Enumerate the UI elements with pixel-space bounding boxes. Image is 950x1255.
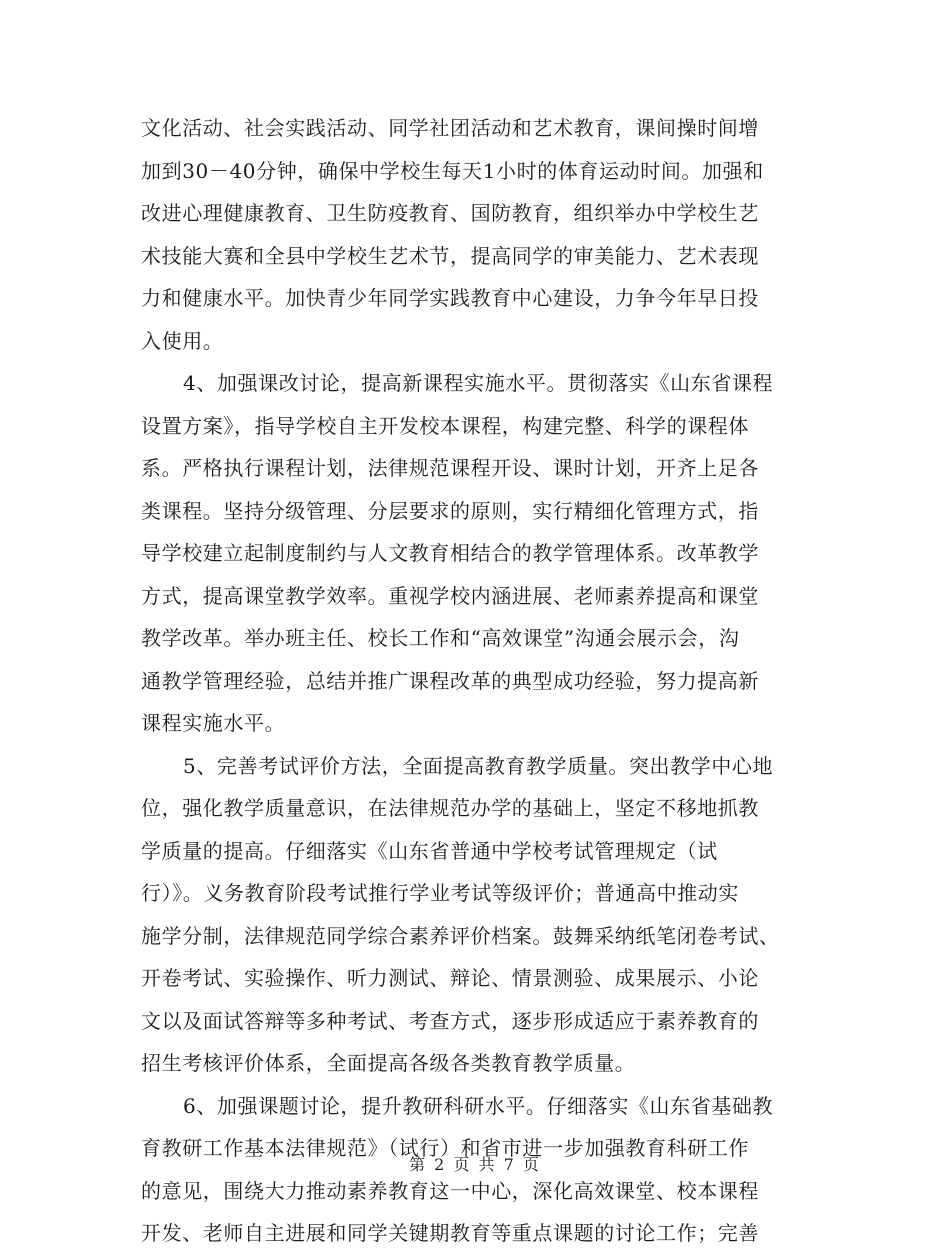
- text-line: 4、加强课改讨论，提高新课程实施水平。贯彻落实《山东省课程: [183, 371, 774, 395]
- text-line: 力和健康水平。加快青少年同学实践教育中心建设，力争今年早日投: [141, 286, 759, 310]
- text-line: 改进心理健康教育、卫生防疫教育、国防教育，组织举办中学校生艺: [141, 201, 759, 225]
- text-line: 通教学管理经验，总结并推广课程改革的典型成功经验，努力提高新: [141, 668, 759, 693]
- text-line: 加到30－40分钟，确保中学校生每天1小时的体育运动时间。加强和: [141, 158, 764, 183]
- text-line: 教学改革。举办班主任、校长工作和“高效课堂”沟通会展示会，沟: [141, 626, 740, 650]
- paragraph-item-4: [141, 362, 811, 745]
- text-line: 位，强化教学质量意识，在法律规范办学的基础上，坚定不移地抓教: [141, 796, 759, 820]
- page-number-label: 第 2 页 共 7 页: [409, 1155, 541, 1174]
- text-line: 课程实施水平。: [141, 711, 286, 735]
- text-line: 文以及面试答辩等多种考试、考查方式，逐步形成适应于素养教育的: [141, 1008, 759, 1033]
- text-line: 导学校建立起制度制约与人文教育相结合的教学管理体系。改革教学: [141, 541, 759, 565]
- text-line: 类课程。坚持分级管理、分层要求的原则，实行精细化管理方式，指: [141, 498, 759, 523]
- paragraph-continuation: [141, 107, 811, 362]
- text-line: 设置方案》，指导学校自主开发校本课程，构建完整、科学的课程体: [141, 413, 749, 438]
- text-line: 术技能大赛和全县中学校生艺术节，提高同学的审美能力、艺术表现: [141, 243, 759, 268]
- text-line: 施学分制，法律规范同学综合素养评价档案。鼓舞采纳纸笔闭卷考试、: [141, 923, 780, 948]
- text-line: 招生考核评价体系，全面提高各级各类教育教学质量。: [141, 1051, 636, 1075]
- text-line: 方式，提高课堂教学效率。重视学校内涵进展、老师素养提高和课堂: [141, 583, 759, 608]
- text-line: 入使用。: [141, 328, 224, 353]
- text-line: 学质量的提高。仔细落实《山东省普通中学校考试管理规定（试: [141, 838, 718, 863]
- text-line: 开发、老师自主进展和同学关键期教育等重点课题的讨论工作；完善: [141, 1221, 759, 1245]
- text-line: 文化活动、社会实践活动、同学社团活动和艺术教育，课间操时间增: [141, 116, 759, 140]
- text-line: 开卷考试、实验操作、听力测试、辩论、情景测验、成果展示、小论: [141, 966, 759, 990]
- text-line: 5、完善考试评价方法，全面提高教育教学质量。突出教学中心地: [183, 753, 774, 778]
- text-line: 行）》。义务教育阶段考试推行学业考试等级评价；普通高中推动实: [141, 881, 739, 905]
- text-line: 的意见，围绕大力推动素养教育这一中心，深化高效课堂、校本课程: [141, 1178, 759, 1203]
- paragraph-item-5: [141, 745, 811, 1085]
- document-body: [141, 107, 811, 1255]
- text-line: 6、加强课题讨论，提升教研科研水平。仔细落实《山东省基础教: [183, 1093, 774, 1118]
- text-line: 育教研工作基本法律规范》（试行）和省市进一步加强教育科研工作: [141, 1136, 749, 1160]
- page-footer: [0, 1152, 950, 1175]
- text-line: 系。严格执行课程计划，法律规范课程开设、课时计划，开齐上足各: [141, 456, 759, 480]
